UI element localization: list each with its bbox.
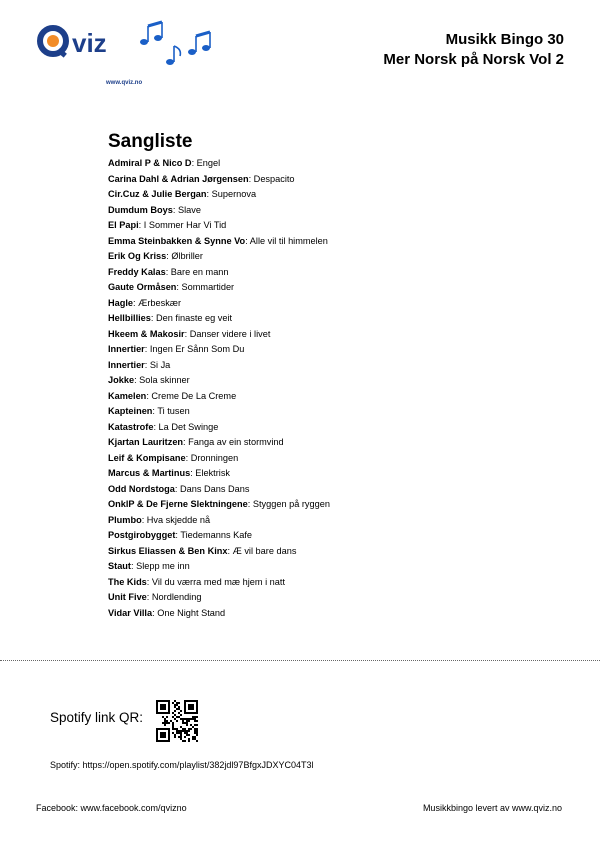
- song-title: : Sommartider: [176, 282, 235, 293]
- song-title: : La Det Swinge: [153, 421, 219, 432]
- song-item: [108, 389, 330, 405]
- song-artist: Hkeem & Makosir: [108, 328, 185, 339]
- song-artist: Innertier: [108, 359, 145, 370]
- song-title: : Danser videre i livet: [184, 328, 271, 339]
- song-artist: El Papi: [108, 220, 139, 231]
- header-line-1: Musikk Bingo 30: [445, 31, 564, 48]
- song-item: [108, 544, 330, 560]
- song-item: [108, 327, 330, 343]
- song-artist: Odd Nordstoga: [108, 483, 175, 494]
- song-artist: Emma Steinbakken & Synne Vo: [108, 235, 246, 246]
- song-item: [108, 575, 330, 591]
- footer-credit[interactable]: Musikkbingo levert av www.qviz.no: [422, 803, 562, 813]
- song-artist: Freddy Kalas: [108, 266, 166, 277]
- song-item: [108, 373, 330, 389]
- song-artist: Kjartan Lauritzen: [108, 437, 184, 448]
- song-title: : Alle vil til himmelen: [245, 235, 328, 246]
- dotted-divider: [0, 660, 600, 661]
- song-item: [108, 435, 330, 451]
- song-artist: Postgirobygget: [108, 530, 176, 541]
- song-title: : Sola skinner: [134, 375, 190, 386]
- song-title: : Den finaste eg veit: [150, 313, 233, 324]
- song-artist: Dumdum Boys: [108, 204, 173, 215]
- song-item: [108, 311, 330, 327]
- song-item: [108, 187, 330, 203]
- svg-text:viz: viz: [72, 28, 107, 58]
- song-artist: Admiral P & Nico D: [108, 158, 192, 168]
- song-title: : Dronningen: [185, 452, 239, 463]
- song-item: [108, 590, 330, 606]
- song-title: : Styggen på ryggen: [247, 499, 330, 510]
- song-title: : Vil du værra med mæ hjem i natt: [146, 576, 285, 587]
- spotify-link[interactable]: Spotify: https://open.spotify.com/playlist/382jdl97BfgxJDXYC04T3l: [50, 760, 314, 770]
- song-item: [108, 606, 330, 622]
- spotify-qr-code[interactable]: [156, 700, 198, 742]
- song-item: [108, 156, 330, 172]
- song-item: [108, 466, 330, 482]
- song-title: : Despacito: [248, 173, 295, 184]
- song-title: : Ingen Er Sånn Som Du: [144, 344, 245, 355]
- song-artist: Sirkus Eliassen & Ben Kinx: [108, 545, 228, 556]
- song-title: : Elektrisk: [190, 468, 231, 479]
- song-item: [108, 451, 330, 467]
- song-artist: Hagle: [108, 297, 134, 308]
- song-title: : Slave: [172, 204, 201, 215]
- song-title: : Æ vil bare dans: [227, 545, 297, 556]
- song-title: : One Night Stand: [152, 607, 226, 618]
- song-artist: OnklP & De Fjerne Slektningene: [108, 499, 248, 510]
- song-artist: The Kids: [108, 576, 147, 587]
- song-title: : Fanga av ein stormvind: [183, 437, 284, 448]
- song-item: [108, 404, 330, 420]
- header-title: [383, 30, 564, 70]
- song-item: [108, 528, 330, 544]
- song-artist: Jokke: [108, 375, 135, 386]
- song-artist: Staut: [108, 561, 131, 572]
- song-artist: Hellbillies: [108, 313, 151, 324]
- song-item: [108, 482, 330, 498]
- song-title: : I Sommer Har Vi Tid: [138, 220, 227, 231]
- song-title: : Ærbeskær: [133, 297, 182, 308]
- song-title: : Creme De La Creme: [146, 390, 237, 401]
- song-item: [108, 203, 330, 219]
- song-item: [108, 296, 330, 312]
- logo-url: www.qviz.no: [106, 80, 143, 86]
- song-artist: Vidar Villa: [108, 607, 153, 618]
- song-title: : Engel: [191, 158, 221, 168]
- header-line-2: Mer Norsk på Norsk Vol 2: [383, 51, 564, 68]
- song-item: [108, 280, 330, 296]
- song-artist: Kapteinen: [108, 406, 153, 417]
- song-item: [108, 172, 330, 188]
- song-item: [108, 420, 330, 436]
- song-title: : Dans Dans Dans: [174, 483, 250, 494]
- song-title: : Hva skjedde nå: [141, 514, 211, 525]
- song-item: [108, 218, 330, 234]
- music-notes-icon: [136, 20, 218, 68]
- song-item: [108, 358, 330, 374]
- qviz-logo[interactable]: [36, 22, 143, 86]
- song-item: [108, 265, 330, 281]
- song-list: [108, 156, 330, 621]
- song-title: : Tiedemanns Kafe: [175, 530, 252, 541]
- song-title: : Ti tusen: [152, 406, 190, 417]
- song-title: : Ølbriller: [166, 251, 203, 262]
- song-item: [108, 342, 330, 358]
- song-title: : Nordlending: [146, 592, 202, 603]
- section-title: Sangliste: [108, 131, 193, 152]
- song-artist: Unit Five: [108, 592, 147, 603]
- qr-label: Spotify link QR:: [50, 710, 144, 725]
- song-title: : Si Ja: [144, 359, 171, 370]
- song-title: : Slepp me inn: [130, 561, 190, 572]
- song-artist: Leif & Kompisane: [108, 452, 186, 463]
- song-artist: Cir.Cuz & Julie Bergan: [108, 189, 207, 200]
- song-artist: Carina Dahl & Adrian Jørgensen: [108, 173, 249, 184]
- song-title: : Bare en mann: [165, 266, 229, 277]
- footer-facebook[interactable]: Facebook: www.facebook.com/qvizno: [36, 803, 187, 813]
- song-artist: Katastrofe: [108, 421, 154, 432]
- song-item: [108, 513, 330, 529]
- song-artist: Gaute Ormåsen: [108, 282, 177, 293]
- song-artist: Marcus & Martinus: [108, 468, 191, 479]
- song-artist: Plumbo: [108, 514, 142, 525]
- song-artist: Erik Og Kriss: [108, 251, 167, 262]
- song-item: [108, 497, 330, 513]
- song-title: : Supernova: [206, 189, 257, 200]
- song-item: [108, 249, 330, 265]
- song-artist: Kamelen: [108, 390, 147, 401]
- qviz-logo-graphic: [36, 22, 128, 62]
- song-item: [108, 234, 330, 250]
- song-item: [108, 559, 330, 575]
- song-artist: Innertier: [108, 344, 145, 355]
